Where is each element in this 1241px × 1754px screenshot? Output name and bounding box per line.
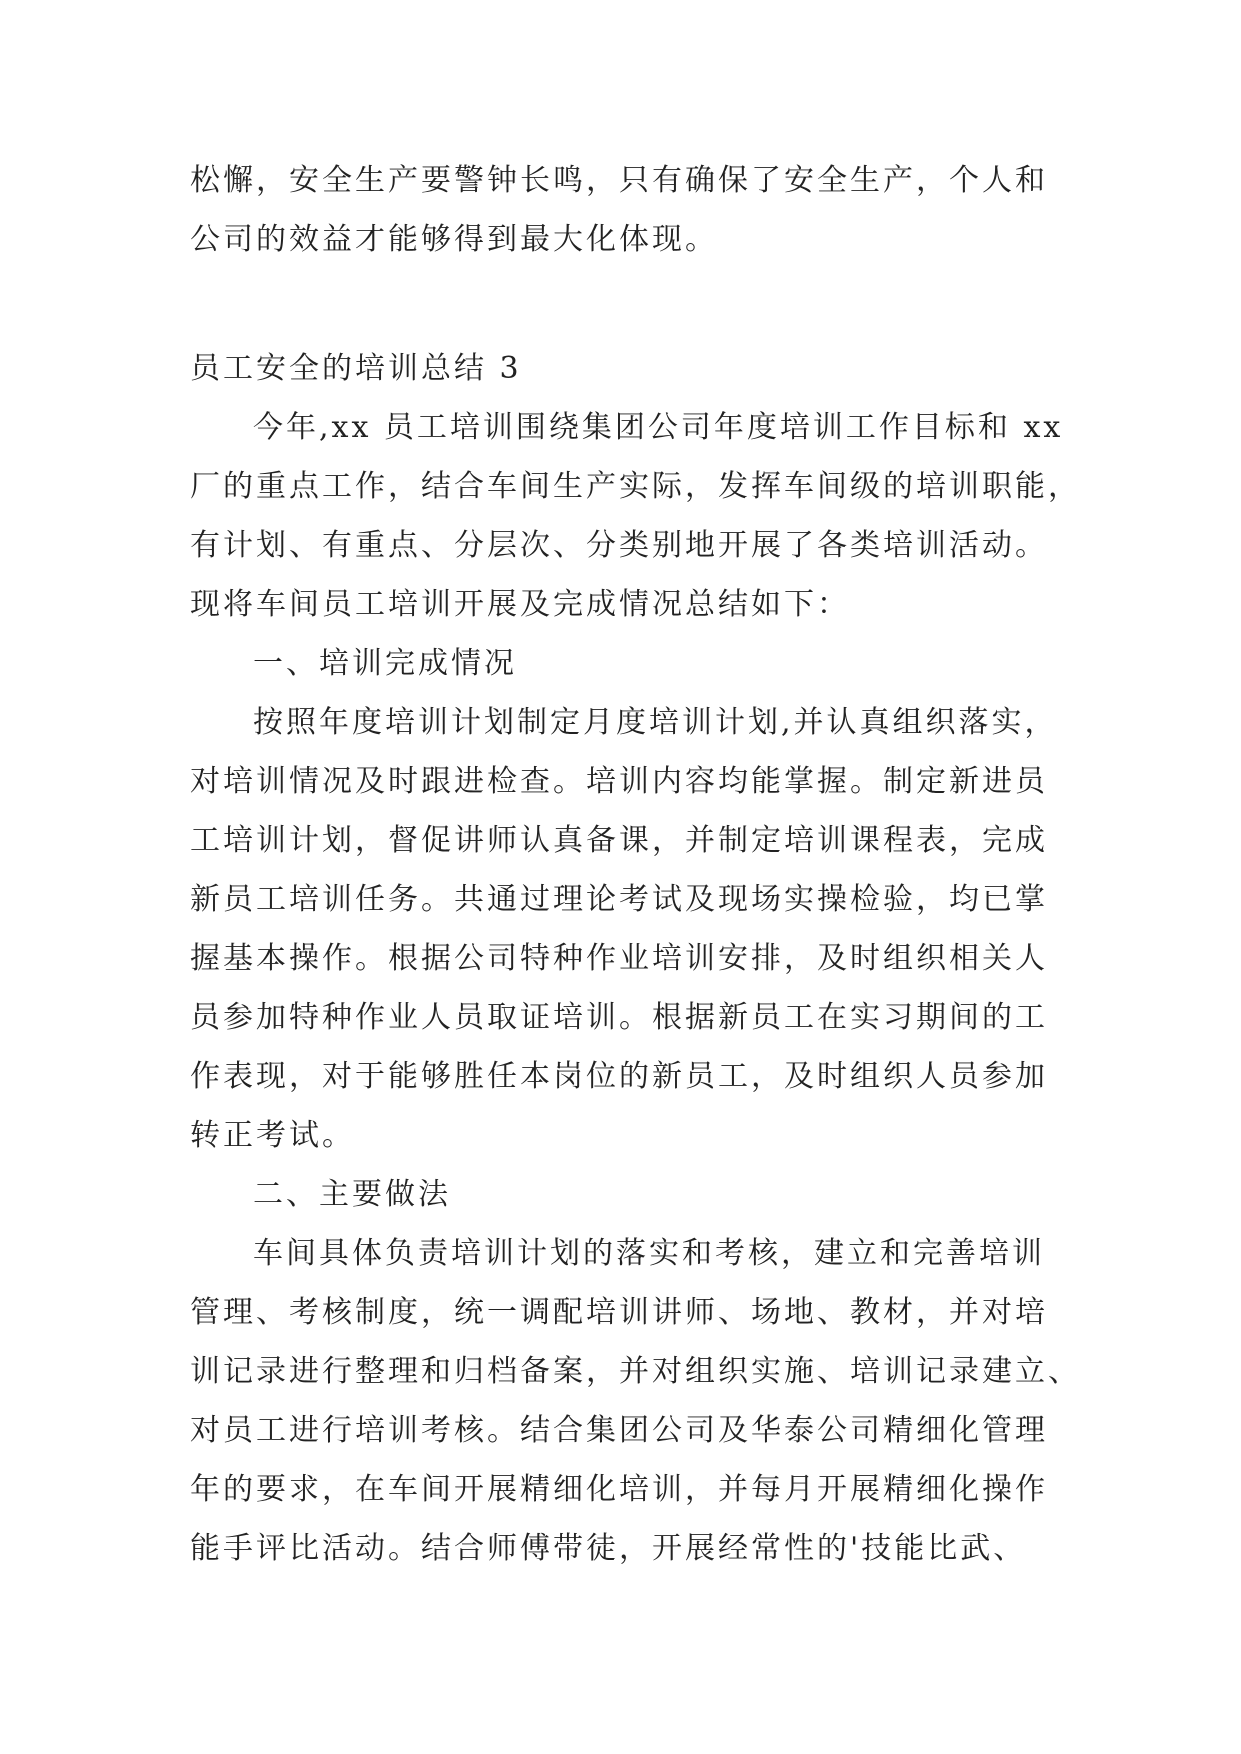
paragraph-line: 年的要求，在车间开展精细化培训，并每月开展精细化操作	[190, 1472, 1048, 1507]
paragraph-line: 作表现，对于能够胜任本岗位的新员工，及时组织人员参加	[190, 1059, 1048, 1094]
subsection-heading: 一、培训完成情况	[253, 646, 517, 681]
paragraph-line: 有计划、有重点、分层次、分类别地开展了各类培训活动。	[190, 528, 1048, 563]
document-body	[190, 151, 1081, 1578]
paragraph-line: 新员工培训任务。共通过理论考试及现场实操检验，均已掌	[190, 882, 1048, 917]
paragraph-line: 训记录进行整理和归档备案，并对组织实施、培训记录建立、	[190, 1354, 1081, 1389]
paragraph-line: 管理、考核制度，统一调配培训讲师、场地、教材，并对培	[190, 1295, 1048, 1330]
paragraph-line: 厂的重点工作，结合车间生产实际，发挥车间级的培训职能，	[190, 469, 1081, 504]
paragraph-line: 握基本操作。根据公司特种作业培训安排，及时组织相关人	[190, 941, 1048, 976]
paragraph-line: 现将车间员工培训开展及完成情况总结如下：	[190, 587, 850, 622]
paragraph-line: 公司的效益才能够得到最大化体现。	[190, 222, 718, 257]
section-title: 员工安全的培训总结 3	[190, 351, 522, 386]
paragraph-line: 工培训计划，督促讲师认真备课，并制定培训课程表，完成	[190, 823, 1048, 858]
paragraph-line: 按照年度培训计划制定月度培训计划,并认真组织落实，	[253, 705, 1058, 740]
paragraph-line: 对员工进行培训考核。结合集团公司及华泰公司精细化管理	[190, 1413, 1048, 1448]
paragraph-line: 员参加特种作业人员取证培训。根据新员工在实习期间的工	[190, 1000, 1048, 1035]
paragraph-line: 转正考试。	[190, 1118, 355, 1153]
paragraph-line: 对培训情况及时跟进检查。培训内容均能掌握。制定新进员	[190, 764, 1048, 799]
subsection-heading: 二、主要做法	[253, 1177, 451, 1212]
paragraph-line: 车间具体负责培训计划的落实和考核，建立和完善培训	[253, 1236, 1045, 1271]
paragraph-gap	[190, 269, 1060, 339]
paragraph-line: 今年,xx 员工培训围绕集团公司年度培训工作目标和 xx	[253, 410, 1064, 445]
paragraph-line: 松懈，安全生产要警钟长鸣，只有确保了安全生产，个人和	[190, 163, 1048, 198]
paragraph-line: 能手评比活动。结合师傅带徒，开展经常性的'技能比武、	[190, 1531, 1027, 1566]
